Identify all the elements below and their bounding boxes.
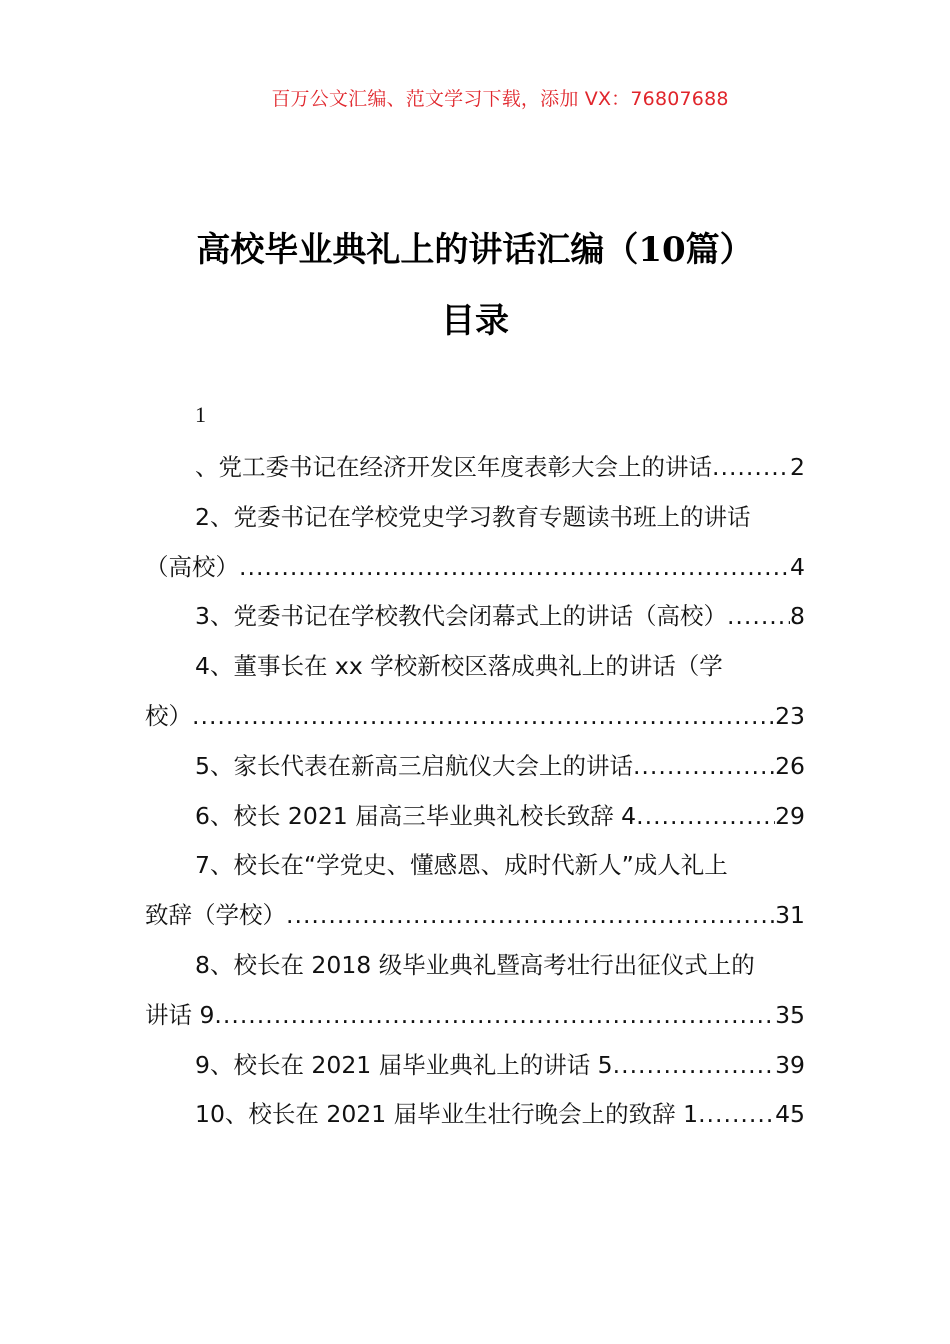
toc-entry-line[interactable] [145, 597, 805, 647]
toc-entry-title: 5、家长代表在新高三启航仪大会上的讲话 [195, 751, 633, 780]
toc-entry-line[interactable] [145, 498, 805, 548]
toc-page-number: 29 [775, 801, 805, 830]
toc-heading: 目录 [441, 301, 509, 341]
toc-page-number: 8 [790, 602, 805, 631]
toc-entry-title: 3、党委书记在学校教代会闭幕式上的讲话（高校） [195, 602, 727, 631]
toc-entry-line[interactable] [145, 797, 805, 847]
toc-entry-line[interactable] [145, 1046, 805, 1096]
toc-entry-line[interactable] [145, 996, 805, 1046]
dot-leader [698, 1095, 775, 1145]
toc-entry-title: 讲话 9 [145, 1000, 215, 1029]
toc-page-number: 31 [775, 901, 805, 930]
dot-leader [239, 548, 790, 598]
document-title [0, 222, 950, 271]
dot-leader [613, 1046, 775, 1096]
dot-leader [286, 896, 775, 946]
toc-entry-title: 7、校长在“学党史、懂感恩、成时代新人”成人礼上 [195, 851, 728, 880]
title-text: 高校毕业典礼上的讲话汇编（ [196, 230, 639, 270]
dot-leader [214, 996, 775, 1046]
toc-entry-line[interactable] [145, 697, 805, 747]
toc-first-number: 1 [195, 402, 206, 427]
toc-page-number: 26 [775, 751, 805, 780]
dot-leader [712, 448, 790, 498]
toc-entry-line[interactable] [145, 747, 805, 797]
toc-page-number: 39 [775, 1050, 805, 1079]
toc-entry-title: 2、党委书记在学校党史学习教育专题读书班上的讲话 [195, 502, 751, 531]
toc-page-number: 23 [775, 701, 805, 730]
toc-entry-line[interactable] [145, 896, 805, 946]
dot-leader [636, 797, 775, 847]
dot-leader [633, 747, 775, 797]
toc-entry-title: 致辞（学校） [145, 901, 286, 930]
toc-page-number: 4 [790, 552, 805, 581]
toc-page-number: 45 [775, 1100, 805, 1129]
table-of-contents [145, 448, 805, 1145]
toc-page-number: 2 [790, 453, 805, 481]
toc-entry-line[interactable] [145, 1095, 805, 1145]
dot-leader [727, 597, 790, 647]
toc-entry-title: 9、校长在 2021 届毕业典礼上的讲话 5 [195, 1050, 613, 1079]
toc-entry-title: 4、董事长在 xx 学校新校区落成典礼上的讲话（学 [195, 652, 723, 681]
title-count: 10 [638, 230, 686, 270]
watermark-banner: 百万公文汇编、范文学习下载，添加 VX：76807688 [271, 88, 729, 110]
toc-entry-title: 8、校长在 2018 级毕业典礼暨高考壮行出征仪式上的 [195, 950, 755, 979]
toc-entry-line[interactable] [145, 448, 805, 498]
toc-entry-line[interactable] [145, 647, 805, 697]
toc-entry-title: 校） [145, 701, 192, 730]
toc-entry-line[interactable] [145, 846, 805, 896]
toc-entry-title: 6、校长 2021 届高三毕业典礼校长致辞 4 [195, 801, 637, 830]
toc-entry-title: 10、校长在 2021 届毕业生壮行晚会上的致辞 1 [195, 1100, 699, 1129]
toc-entry-line[interactable] [145, 548, 805, 598]
title-suffix: 篇） [685, 230, 754, 270]
toc-entry-line[interactable] [145, 946, 805, 996]
dot-leader [192, 697, 775, 747]
toc-entry-title: （高校） [145, 552, 239, 581]
toc-entry-title: 、党工委书记在经济开发区年度表彰大会上的讲话 [195, 453, 712, 481]
toc-page-number: 35 [775, 1000, 805, 1029]
